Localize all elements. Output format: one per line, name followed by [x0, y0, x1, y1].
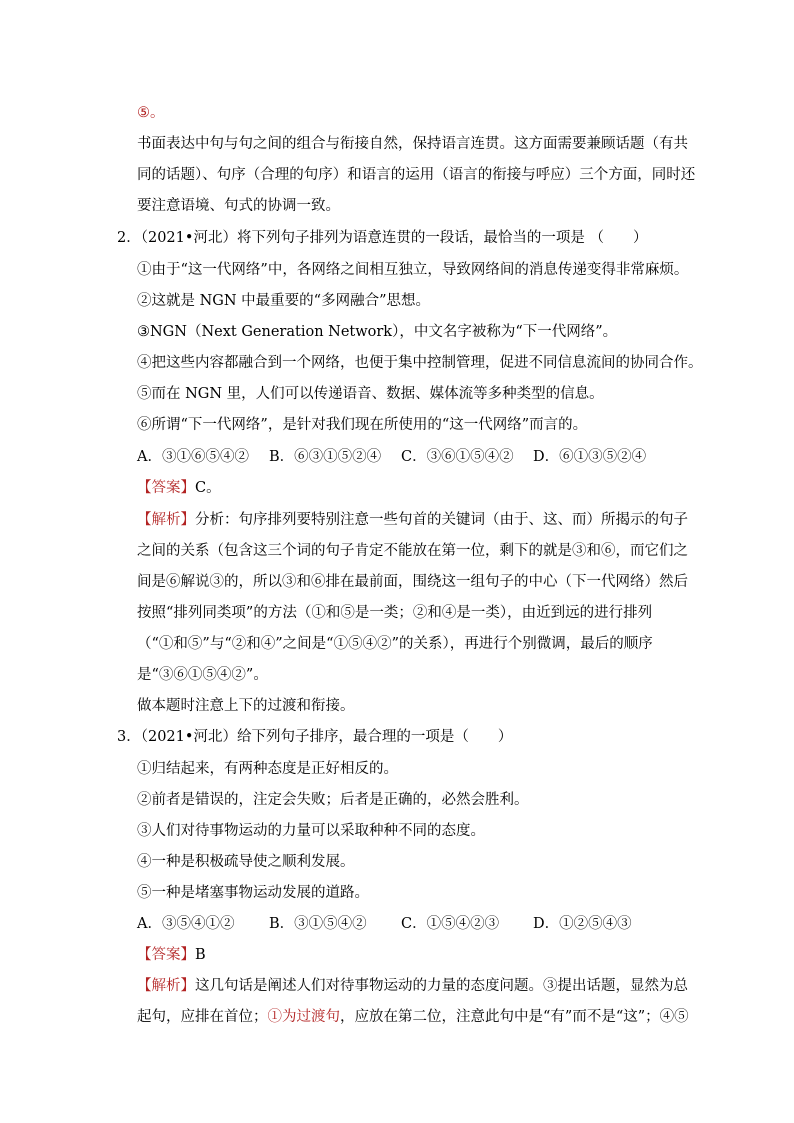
question-2-stem [117, 228, 648, 248]
option-b: B．③①⑤④② [269, 916, 367, 932]
answer-label: 【答案】 [137, 947, 195, 963]
q2-sentence-2: ②这就是 NGN 中最重要的“多网融合”思想。 [137, 293, 431, 309]
prev-tail-mark: ⑤。 [137, 105, 165, 121]
analysis-text: ，应放在第二位，注意此句中是“有”而不是“这”；④⑤ [340, 1009, 689, 1025]
q2-analysis-line: 间是⑥解说③的，所以③和⑥排在最前面，围绕这一组句子的中心（下一代网络）然后 [137, 574, 688, 590]
option-c: C．①⑤④②③ [401, 916, 500, 932]
q3-analysis-line [137, 976, 688, 996]
answer-value: C。 [195, 480, 221, 496]
q2-analysis-line: 是“③⑥①⑤④②”。 [137, 667, 268, 683]
q3-sentence-4: ④一种是积极疏导使之顺利发展。 [137, 854, 355, 870]
q2-sentence-6: ⑥所谓“下一代网络”，是针对我们现在所使用的“这一代网络”而言的。 [137, 417, 588, 433]
analysis-text: 分析：句序排列要特别注意一些句首的关键词（由于、这、而）所揭示的句子 [195, 512, 688, 528]
option-d: D．⑥①③⑤②④ [533, 449, 647, 465]
question-text: （2021•河北）给下列句子排序，最合理的一项是（ ） [140, 729, 513, 745]
prev-summary-line: 同的话题）、句序（合理的句序）和语言的运用（语言的衔接与呼应）三个方面，同时还 [137, 167, 696, 183]
answer-label: 【答案】 [137, 480, 195, 496]
q2-analysis-line [137, 510, 688, 530]
q2-analysis-line: 按照“排列同类项”的方法（①和⑤是一类；②和④是一类），由近到远的进行排列 [137, 605, 653, 621]
option-b: B．⑥③①⑤②④ [269, 449, 382, 465]
q2-sentence-5: ⑤而在 NGN 里，人们可以传递语音、数据、媒体流等多种类型的信息。 [137, 386, 604, 402]
q2-sentence-4: ④把这些内容都融合到一个网络，也便于集中控制管理，促进不同信息流间的协同合作。 [137, 355, 703, 371]
q3-options [137, 914, 632, 934]
q3-sentence-2: ②前者是错误的，注定会失败；后者是正确的，必然会胜利。 [137, 792, 529, 808]
question-number: 2． [117, 230, 141, 246]
prev-summary-line: 要注意语境、句式的协调一致。 [137, 198, 340, 214]
q2-tip: 做本题时注意上下的过渡和衔接。 [137, 698, 355, 714]
answer-value: B [195, 947, 206, 963]
q2-analysis-line: 之间的关系（包含这三个词的句子肯定不能放在第一位，剩下的就是③和⑥，而它们之 [137, 543, 688, 559]
analysis-text: 起句，应排在首位； [137, 1009, 268, 1025]
q2-sentence-1: ①由于“这一代网络”中，各网络之间相互独立，导致网络间的消息传递变得非常麻烦。 [137, 262, 689, 278]
q3-sentence-1: ①归结起来，有两种态度是正好相反的。 [137, 761, 398, 777]
q3-sentence-3: ③人们对待事物运动的力量可以采取种种不同的态度。 [137, 823, 485, 839]
analysis-highlight: ①为过渡句 [267, 1009, 340, 1025]
q3-sentence-5: ⑤一种是堵塞事物运动发展的道路。 [137, 885, 369, 901]
question-text: （2021•河北）将下列句子排列为语意连贯的一段话，最恰当的一项是 （ ） [140, 230, 648, 246]
question-3-stem [117, 727, 512, 747]
prev-summary-line: 书面表达中句与句之间的组合与衔接自然，保持语言连贯。这方面需要兼顾话题（有共 [137, 136, 688, 152]
q3-analysis-line [137, 1007, 689, 1027]
option-c: C．③⑥①⑤④② [401, 449, 514, 465]
q3-answer [137, 945, 206, 965]
q2-options [137, 447, 646, 467]
q2-sentence-3: ③NGN（Next Generation Network），中文名字被称为“下一代网络”。 [137, 324, 618, 340]
option-a: A．③⑤④①② [137, 916, 235, 932]
q2-analysis-line: （“①和⑤”与“②和④”之间是“①⑤④②”的关系），再进行个别微调，最后的顺序 [137, 636, 653, 652]
q2-answer [137, 478, 221, 498]
analysis-label: 【解析】 [137, 512, 195, 528]
analysis-text: 这几句话是阐述人们对待事物运动的力量的态度问题。③提出话题，显然为总 [195, 978, 688, 994]
question-number: 3． [117, 729, 141, 745]
option-d: D．①②⑤④③ [533, 916, 632, 932]
analysis-label: 【解析】 [137, 978, 195, 994]
option-a: A．③①⑥⑤④② [137, 449, 249, 465]
